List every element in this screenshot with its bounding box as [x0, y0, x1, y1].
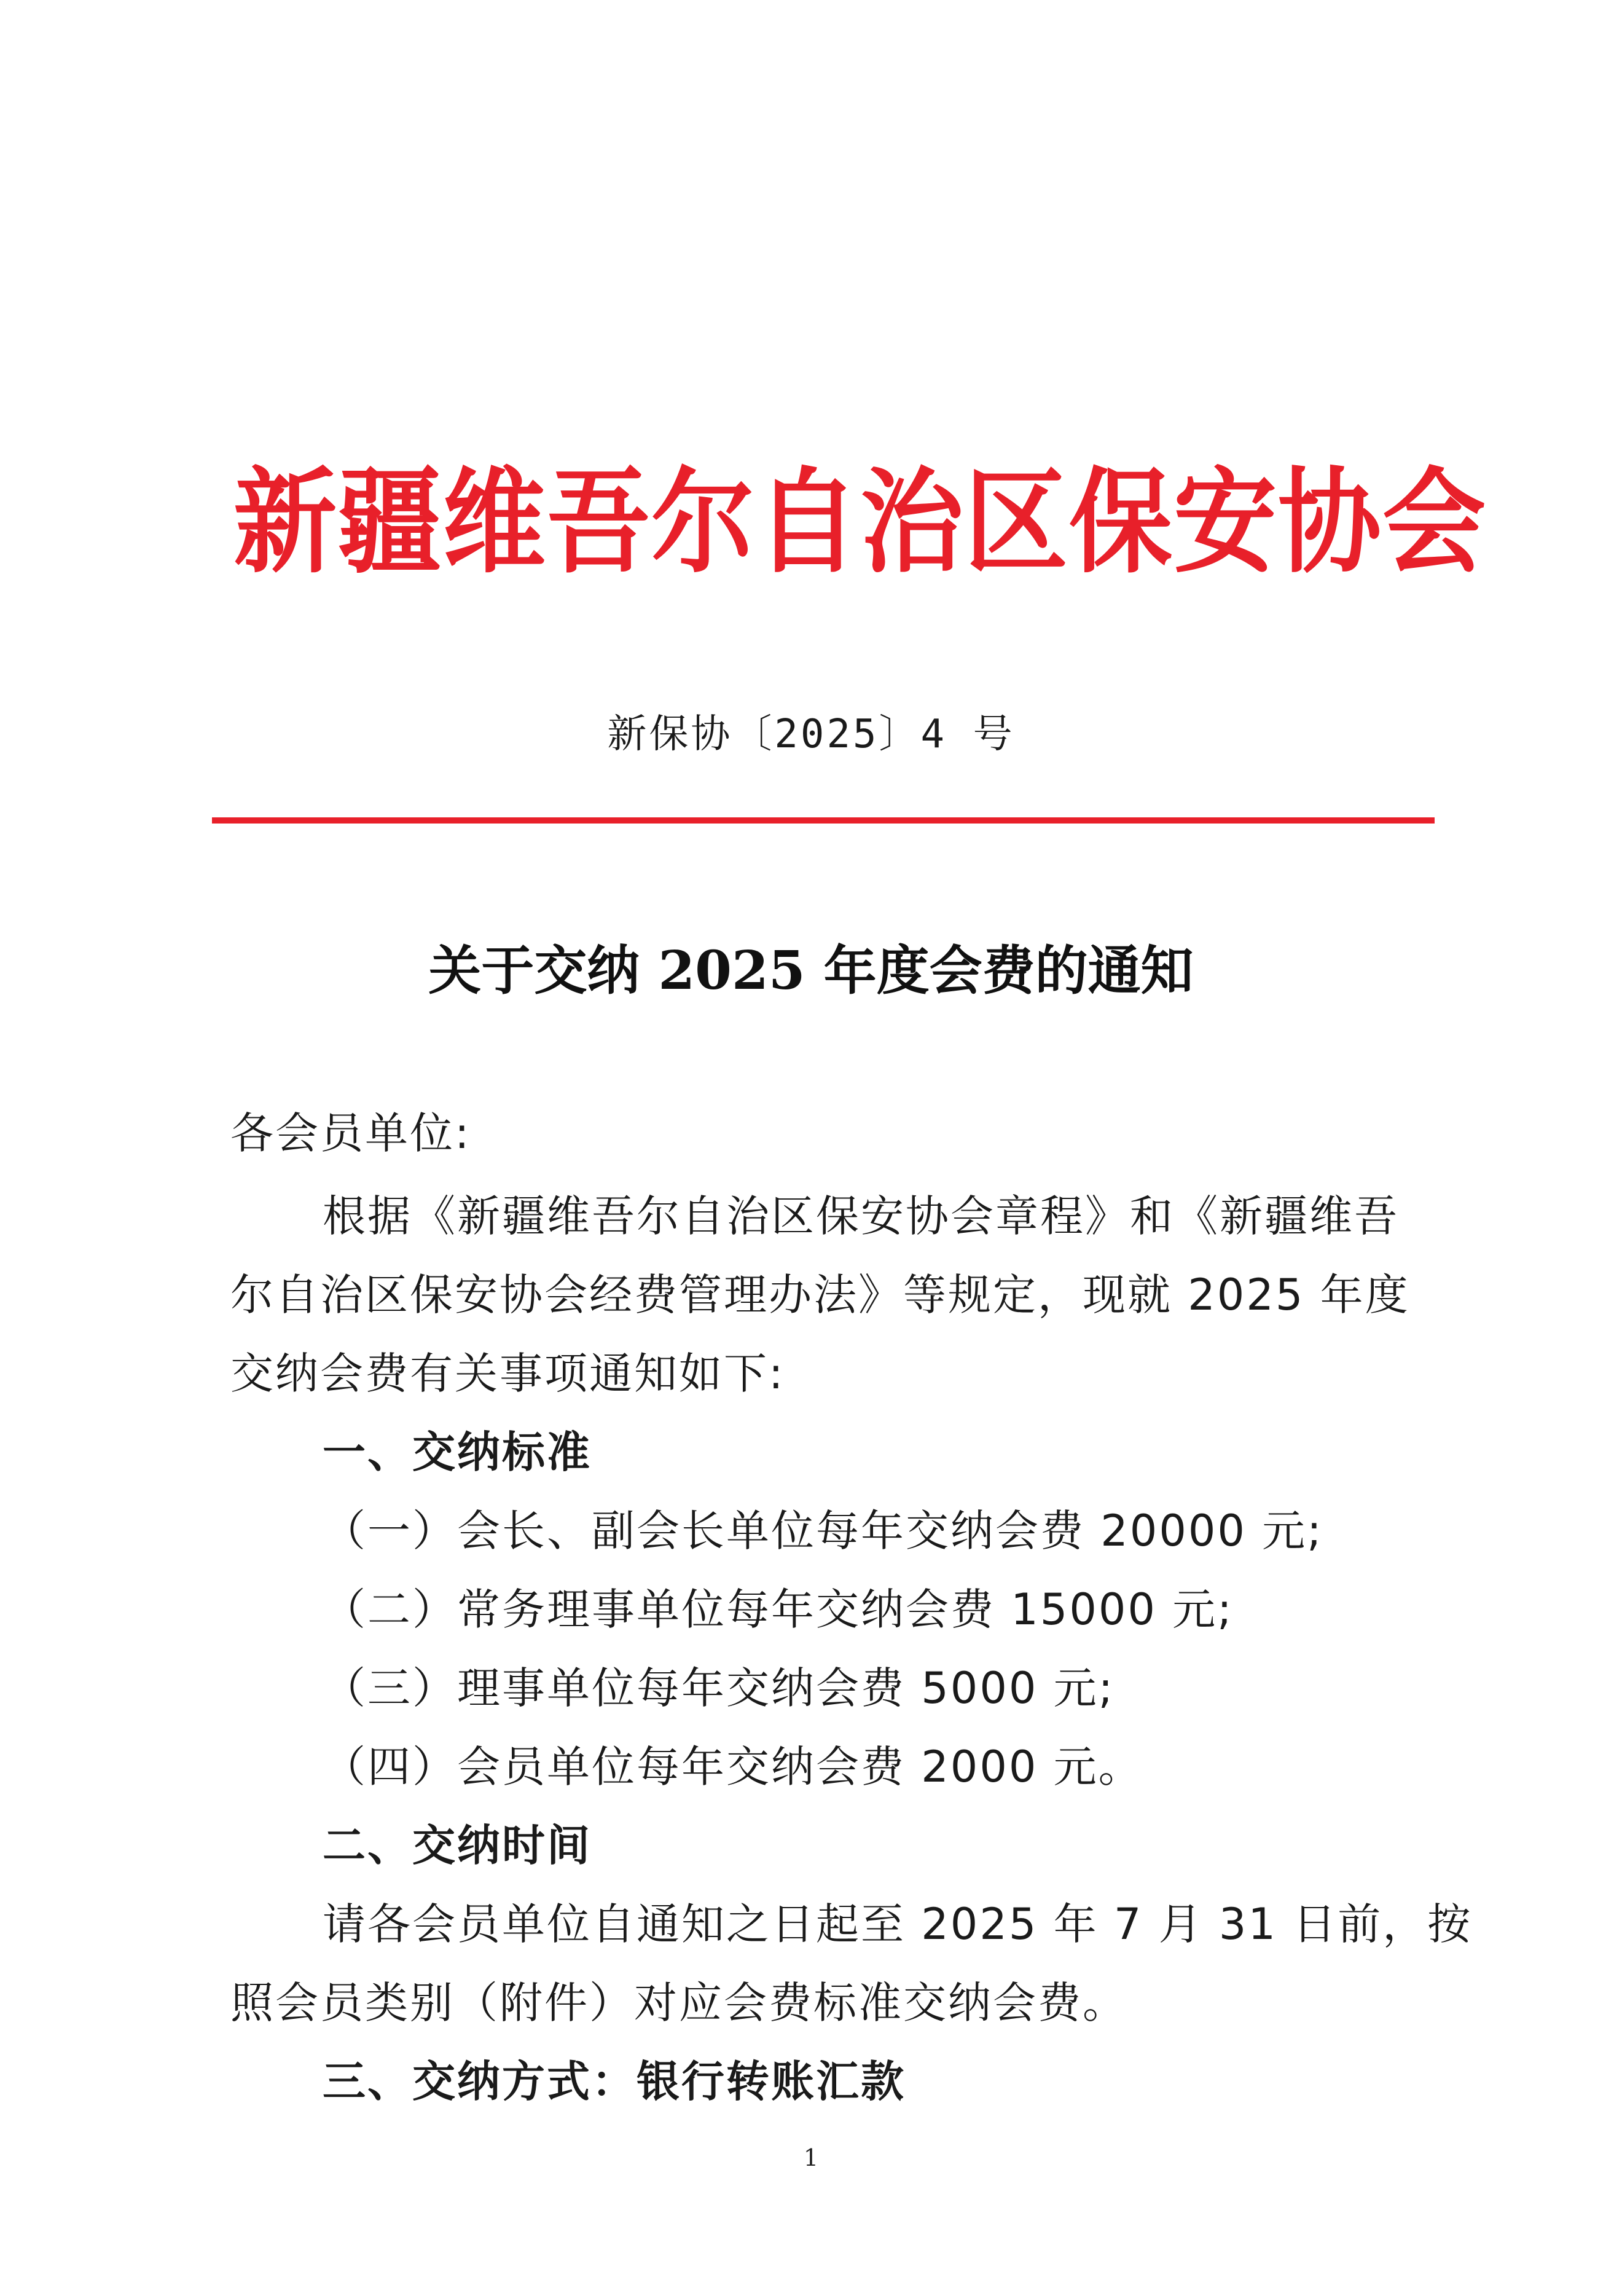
section-heading-time: 二、交纳时间: [323, 1820, 592, 1871]
organization-header: 新疆维吾尔自治区保安协会: [233, 456, 1487, 589]
fee-item-3: （三）理事单位每年交纳会费 5000 元;: [323, 1663, 1115, 1713]
document-number: 新保协〔2025〕4 号: [607, 712, 1015, 757]
section-heading-method: 三、交纳方式：银行转账汇款: [323, 2056, 906, 2107]
fee-item-1: （一）会长、副会长单位每年交纳会费 20000 元;: [323, 1506, 1323, 1556]
section-heading-standard: 一、交纳标准: [323, 1427, 592, 1477]
time-line-1: 请各会员单位自通知之日起至 2025 年 7 月 31 日前，按: [323, 1899, 1473, 1949]
intro-line-3: 交纳会费有关事项通知如下:: [230, 1348, 785, 1399]
fee-item-2: （二）常务理事单位每年交纳会费 15000 元;: [323, 1584, 1234, 1635]
intro-line-1: 根据《新疆维吾尔自治区保安协会章程》和《新疆维吾: [323, 1191, 1399, 1241]
time-line-2: 照会员类别（附件）对应会费标准交纳会费。: [230, 1978, 1127, 2028]
red-divider-line: [212, 817, 1435, 824]
document-title: 关于交纳 2025 年度会费的通知: [428, 940, 1194, 1002]
salutation: 各会员单位:: [230, 1108, 471, 1158]
document-body: [230, 1094, 1473, 2114]
intro-line-2: 尔自治区保安协会经费管理办法》等规定，现就 2025 年度: [230, 1270, 1410, 1320]
fee-item-4: （四）会员单位每年交纳会费 2000 元。: [323, 1742, 1143, 1792]
page-number: 1: [803, 2144, 819, 2171]
